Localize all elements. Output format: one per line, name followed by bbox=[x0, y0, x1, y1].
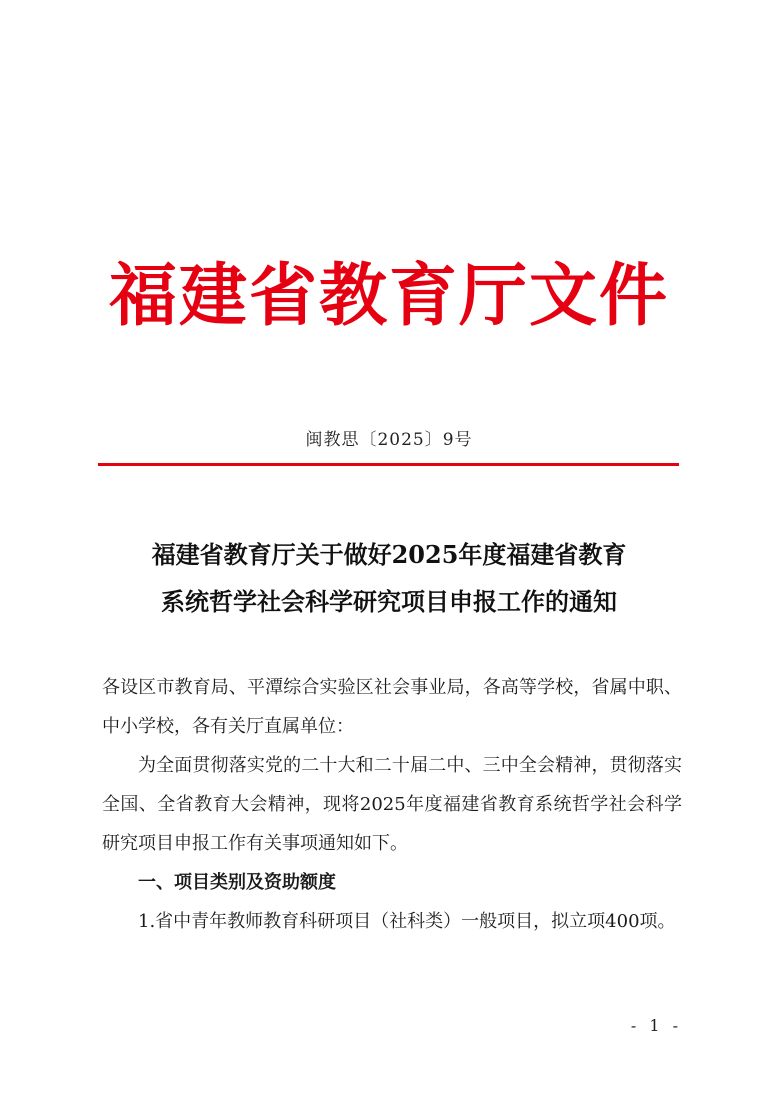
doc-number: 闽教思〔2025〕9号 bbox=[305, 430, 473, 450]
document-title bbox=[60, 531, 718, 625]
recipients-paragraph: 各设区市教育局、平潭综合实验区社会事业局，各高等学校，省属中职、中小学校，各有关厅直属单位： bbox=[102, 677, 682, 737]
document-body bbox=[102, 668, 682, 941]
item-paragraph: 1.省中青年教师教育科研项目（社科类）一般项目，拟立项400项。 bbox=[138, 911, 676, 932]
title-line-1: 福建省教育厅关于做好2025年度福建省教育 bbox=[151, 540, 627, 569]
page-number: - 1 - bbox=[630, 1016, 682, 1035]
masthead: 福建省教育厅文件 bbox=[108, 256, 669, 336]
intro-paragraph: 为全面贯彻落实党的二十大和二十届二中、三中全会精神，贯彻落实全国、全省教育大会精神，现将2025年度福建省教育系统哲学社会科学研究项目申报工作有关事项通知如下。 bbox=[102, 755, 682, 854]
section-heading: 一、项目类别及资助额度 bbox=[138, 872, 336, 893]
title-line-2: 系统哲学社会科学研究项目申报工作的通知 bbox=[161, 587, 617, 616]
red-divider bbox=[98, 463, 679, 466]
